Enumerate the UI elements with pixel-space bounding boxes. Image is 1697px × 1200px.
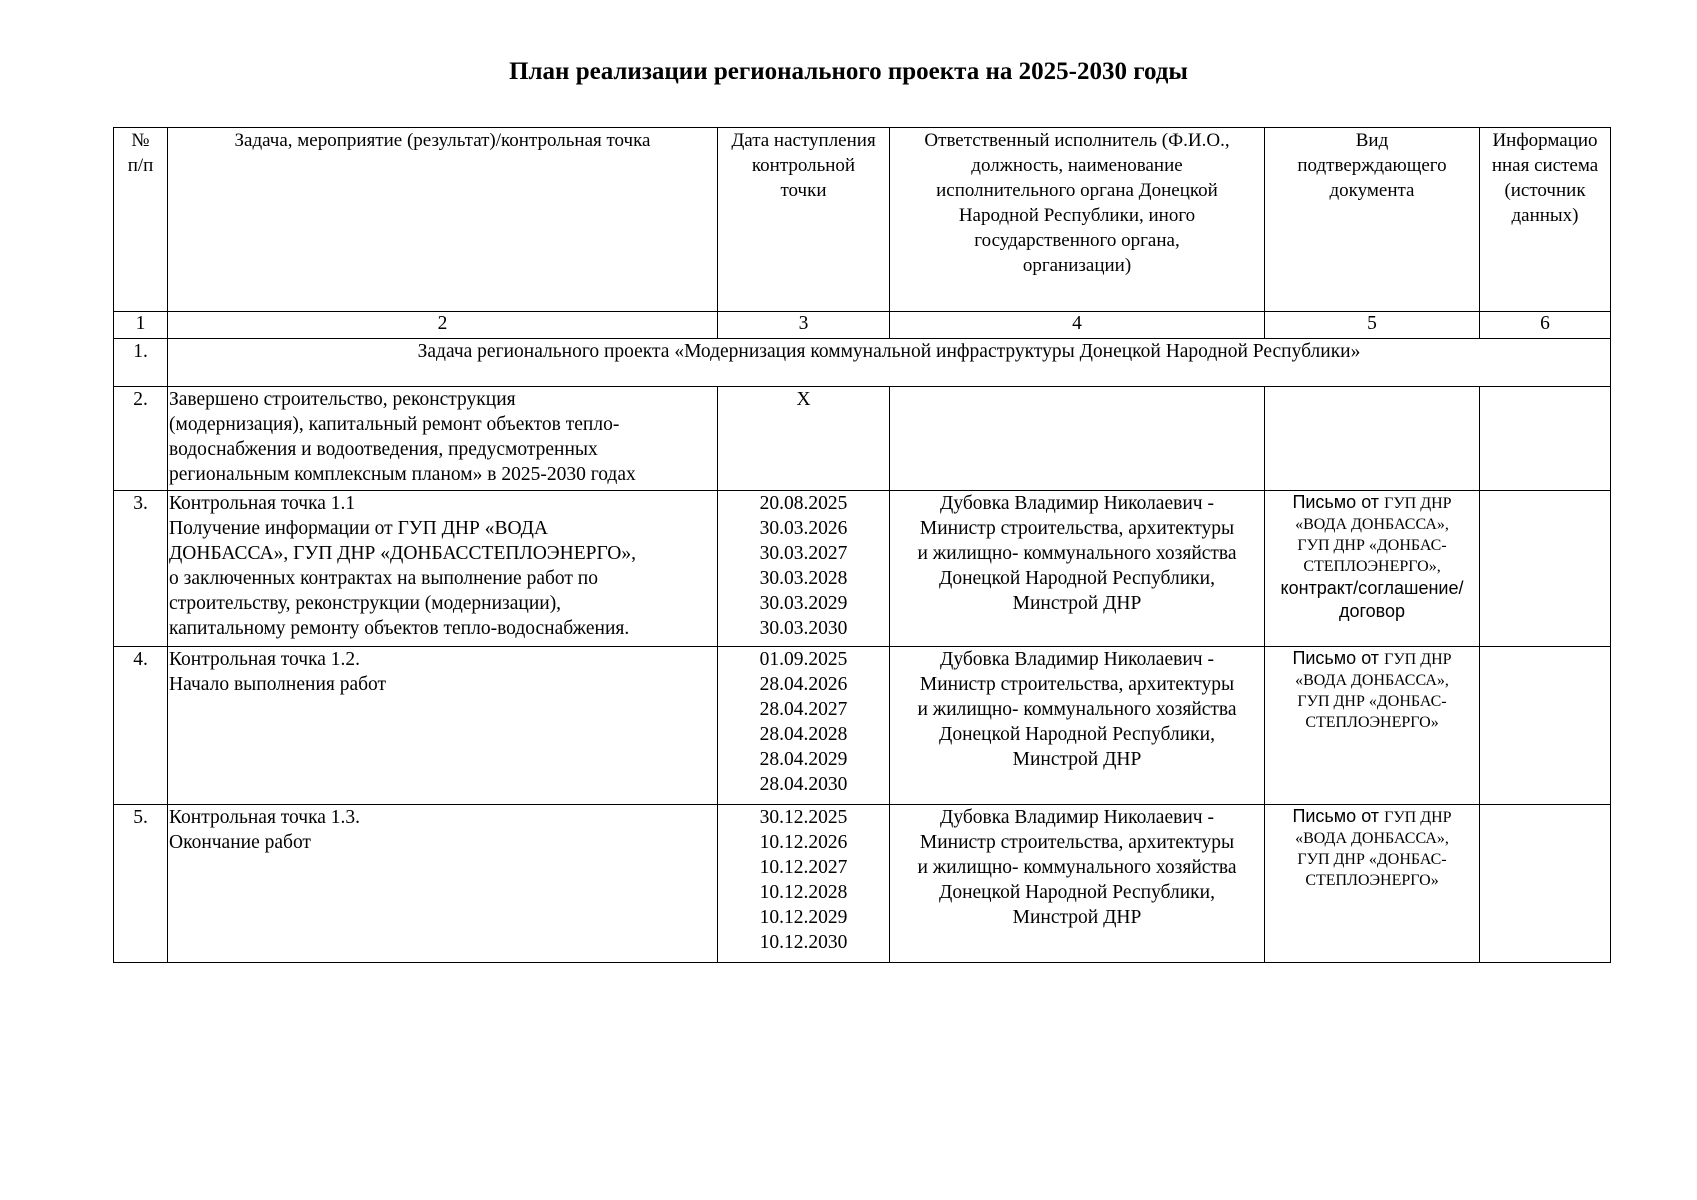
result-date: Х: [718, 387, 890, 491]
checkpoint-document: [1265, 647, 1480, 805]
text-line: Дубовка Владимир Николаевич -: [940, 807, 1214, 828]
text-line: 20.08.2025: [759, 493, 848, 514]
row-number: 5.: [114, 805, 168, 963]
text-line: и жилищно- коммунального хозяйства: [917, 543, 1237, 564]
text-line: Получение информации от ГУП ДНР «ВОДА: [169, 518, 548, 539]
text-line: Донецкой Народной Республики,: [939, 724, 1215, 745]
row-number: 1.: [114, 339, 168, 387]
text-line: контрольной: [751, 155, 856, 176]
text-line: 30.03.2030: [759, 618, 848, 639]
row-number: 3.: [114, 491, 168, 647]
text-line: №: [131, 130, 150, 151]
text-line: 10.12.2029: [759, 907, 848, 928]
header-col-document: [1265, 128, 1480, 312]
column-number: 5: [1265, 312, 1480, 339]
checkpoint-info-system: [1480, 805, 1611, 963]
header-col-num: [114, 128, 168, 312]
checkpoint-description: [168, 647, 718, 805]
text-line: Дубовка Владимир Николаевич -: [940, 493, 1214, 514]
text-line: 28.04.2027: [759, 699, 848, 720]
doc-line: [1266, 805, 1478, 828]
doc-line: «ВОДА ДОНБАССА»,: [1295, 516, 1449, 533]
text-line: документа: [1329, 180, 1415, 201]
text-line: 30.03.2028: [759, 568, 848, 589]
header-col-date: [718, 128, 890, 312]
text-line: Контрольная точка 1.1: [169, 493, 356, 514]
result-responsible: [890, 387, 1265, 491]
text-line: ДОНБАССА», ГУП ДНР «ДОНБАССТЕПЛОЭНЕРГО»,: [169, 543, 636, 564]
column-numbers-row: [114, 312, 1611, 339]
column-number: 4: [890, 312, 1265, 339]
text-line: данных): [1511, 205, 1579, 226]
doc-prefix: Письмо от: [1292, 648, 1385, 668]
text-line: Окончание работ: [169, 832, 311, 853]
doc-line: «ВОДА ДОНБАССА»,: [1295, 830, 1449, 847]
doc-line: договор: [1338, 601, 1406, 621]
text-line: Минстрой ДНР: [1012, 749, 1142, 770]
text-line: 30.12.2025: [759, 807, 848, 828]
doc-prefix: Письмо от: [1292, 806, 1385, 826]
text-line: Начало выполнения работ: [169, 674, 387, 695]
text-line: 30.03.2027: [759, 543, 848, 564]
text-line: 28.04.2026: [759, 674, 848, 695]
text-line: государственного органа,: [974, 230, 1180, 251]
doc-org: ГУП ДНР: [1384, 495, 1452, 512]
checkpoint-dates: [718, 805, 890, 963]
header-col-info-system: [1480, 128, 1611, 312]
text-line: Донецкой Народной Республики,: [939, 882, 1215, 903]
row-number: 4.: [114, 647, 168, 805]
text-line: п/п: [127, 155, 154, 176]
result-description: [168, 387, 718, 491]
text-line: точки: [780, 180, 827, 201]
text-line: 28.04.2029: [759, 749, 848, 770]
column-number: 1: [114, 312, 168, 339]
text-line: и жилищно- коммунального хозяйства: [917, 699, 1237, 720]
text-line: 10.12.2028: [759, 882, 848, 903]
checkpoint-description: [168, 491, 718, 647]
text-line: о заключенных контрактах на выполнение работ по: [169, 568, 598, 589]
text-line: Минстрой ДНР: [1012, 907, 1142, 928]
task-title: Задача регионального проекта «Модернизация коммунальной инфраструктуры Донецкой Народной Республики»: [168, 339, 1611, 387]
text-line: 28.04.2028: [759, 724, 848, 745]
checkpoint-description: [168, 805, 718, 963]
text-line: подтверждающего: [1297, 155, 1447, 176]
text-line: и жилищно- коммунального хозяйства: [917, 857, 1237, 878]
checkpoint-dates: [718, 647, 890, 805]
doc-line: [1266, 491, 1478, 514]
text-line: 01.09.2025: [759, 649, 848, 670]
text-line: капитальному ремонту объектов тепло-водоснабжения.: [169, 618, 630, 639]
text-line: 10.12.2030: [759, 932, 848, 953]
text-line: организации): [1022, 255, 1132, 276]
header-col-responsible: [890, 128, 1265, 312]
column-number: 3: [718, 312, 890, 339]
checkpoint-dates: [718, 491, 890, 647]
text-line: 10.12.2027: [759, 857, 848, 878]
text-line: Донецкой Народной Республики,: [939, 568, 1215, 589]
doc-org: ГУП ДНР: [1384, 651, 1452, 668]
header-row: [114, 128, 1611, 312]
table-row: [114, 491, 1611, 647]
text-line: (модернизация), капитальный ремонт объектов тепло-: [169, 414, 620, 435]
text-line: Минстрой ДНР: [1012, 593, 1142, 614]
doc-org: ГУП ДНР: [1384, 809, 1452, 826]
page-title: План реализации регионального проекта на 2025-2030 годы: [509, 58, 1188, 85]
table-row: [114, 805, 1611, 963]
checkpoint-info-system: [1480, 491, 1611, 647]
text-line: 28.04.2030: [759, 774, 848, 795]
checkpoint-info-system: [1480, 647, 1611, 805]
plan-table: [113, 127, 1611, 963]
text-line: Дубовка Владимир Николаевич -: [940, 649, 1214, 670]
text-line: Информацио: [1492, 130, 1598, 151]
text-line: должность, наименование: [971, 155, 1183, 176]
column-number: 2: [168, 312, 718, 339]
text-line: 10.12.2026: [759, 832, 848, 853]
checkpoint-responsible: [890, 805, 1265, 963]
task-row: [114, 339, 1611, 387]
doc-line: [1266, 647, 1478, 670]
text-line: (источник: [1504, 180, 1586, 201]
result-document: [1265, 387, 1480, 491]
row-number: 2.: [114, 387, 168, 491]
checkpoint-responsible: [890, 491, 1265, 647]
result-info-system: [1480, 387, 1611, 491]
text-line: водоснабжения и водоотведения, предусмотренных: [169, 439, 598, 460]
doc-line: СТЕПЛОЭНЕРГО»,: [1303, 558, 1441, 575]
text-line: Контрольная точка 1.2.: [169, 649, 361, 670]
text-line: Дата наступления: [731, 130, 876, 151]
doc-prefix: Письмо от: [1292, 492, 1385, 512]
text-line: Министр строительства, архитектуры: [919, 518, 1235, 539]
checkpoint-document: [1265, 805, 1480, 963]
header-col-task: Задача, мероприятие (результат)/контрольная точка: [168, 128, 718, 312]
doc-line: «ВОДА ДОНБАССА»,: [1295, 672, 1449, 689]
checkpoint-document: [1265, 491, 1480, 647]
text-line: региональным комплексным планом» в 2025-2030 годах: [169, 464, 636, 485]
text-line: Ответственный исполнитель (Ф.И.О.,: [924, 130, 1230, 151]
text-line: 30.03.2026: [759, 518, 848, 539]
column-number: 6: [1480, 312, 1611, 339]
doc-line: СТЕПЛОЭНЕРГО»: [1305, 872, 1439, 889]
text-line: 30.03.2029: [759, 593, 848, 614]
text-line: Завершено строительство, реконструкция: [169, 389, 516, 410]
text-line: Народной Республики, иного: [958, 205, 1196, 226]
checkpoint-responsible: [890, 647, 1265, 805]
text-line: нная система: [1491, 155, 1599, 176]
text-line: Контрольная точка 1.3.: [169, 807, 361, 828]
result-row: [114, 387, 1611, 491]
doc-line: ГУП ДНР «ДОНБАС-: [1297, 693, 1447, 710]
text-line: Министр строительства, архитектуры: [919, 832, 1235, 853]
text-line: строительству, реконструкции (модернизации),: [169, 593, 562, 614]
doc-line: контракт/соглашение/: [1280, 578, 1464, 598]
doc-line: ГУП ДНР «ДОНБАС-: [1297, 537, 1447, 554]
text-line: Вид: [1355, 130, 1389, 151]
text-line: Министр строительства, архитектуры: [919, 674, 1235, 695]
doc-line: СТЕПЛОЭНЕРГО»: [1305, 714, 1439, 731]
table-row: [114, 647, 1611, 805]
doc-line: ГУП ДНР «ДОНБАС-: [1297, 851, 1447, 868]
text-line: исполнительного органа Донецкой: [936, 180, 1218, 201]
